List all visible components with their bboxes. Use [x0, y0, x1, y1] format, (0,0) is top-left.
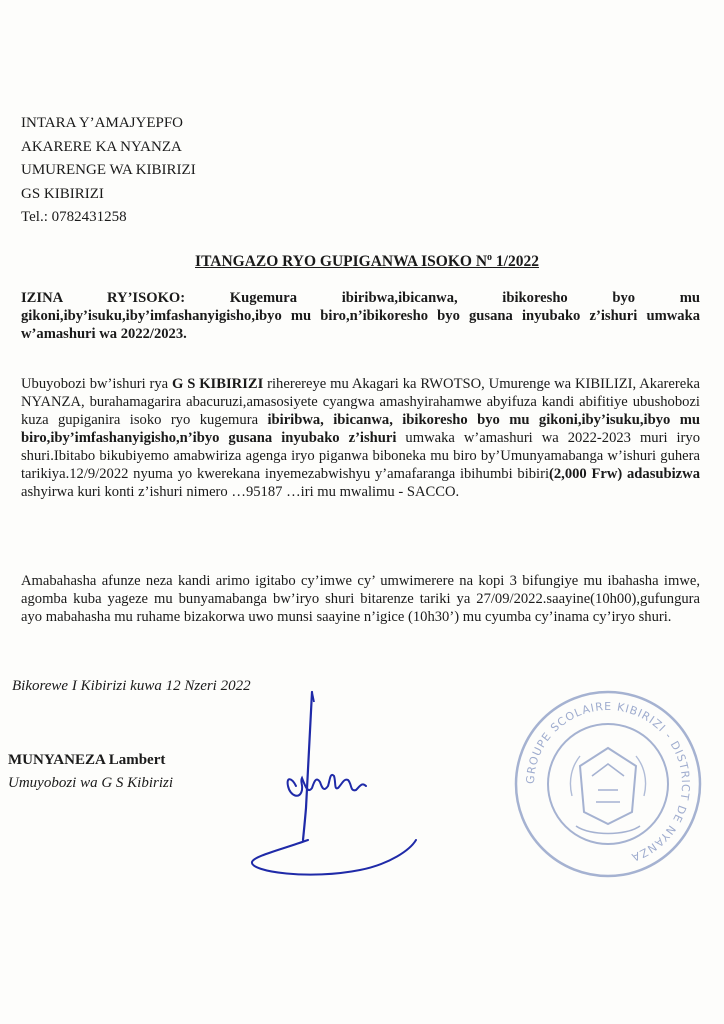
title-superscript: o — [487, 252, 493, 263]
notice-title — [0, 252, 724, 271]
tender-name-paragraph: IZINA RY’ISOKO: Kugemura ibiribwa,ibicanwa, ibikoresho byo mu gikoni,iby’isuku,iby’imfashanyigisho,ibyo mu biro,n’ibikoresho byo gusana inyubako z’ishuri umwaka w’amashuri wa 2022/2023. — [21, 290, 700, 342]
school-seal-stamp — [510, 686, 706, 882]
text-run: ashyirwa kuri konti z’ishuri nimero …95187 …iri mu mwalimu - SACCO. — [21, 484, 460, 500]
seal-text: GROUPE SCOLAIRE KIBIRIZI - DISTRICT DE NYANZA — [523, 699, 693, 865]
phone-line: Tel.: 0782431258 — [21, 209, 127, 225]
signatory-name: MUNYANEZA Lambert — [8, 752, 166, 768]
fee-amount: (2,000 Frw) — [549, 466, 623, 482]
date-line: Bikorewe I Kibirizi kuwa 12 Nzeri 2022 — [12, 678, 251, 694]
non-refundable-text: adasubizwa — [627, 466, 700, 482]
text-run: Ubuyobozi bw’ishuri rya — [21, 376, 173, 392]
signatory-role: Umuyobozi wa G S Kibirizi — [8, 775, 174, 791]
submission-paragraph: Amabahasha afunze neza kandi arimo igitabo cy’imwe cy’ umwimerere na kopi 3 bifungiye mu ibahasha imwe, agomba kuba yageze mu bunyamabanga bw’iryo shuri bitarenze tariki ya 27/09/2022.saayine(10h00),gufungura ayo mabahasha mu ruhame bizakorwa uwo munsi saayine n’igice (10h30’) mu cyumba cy’inama cy’iryo shuri. — [21, 573, 700, 625]
tender-items: ibiribwa, ibicanwa, ibikoresho byo mu gikoni,iby’isuku,ibyo mu biro,iby’imfashanyigisho,n’ibyo gusana inyubako z’ishuri — [21, 412, 700, 446]
signature-image — [250, 690, 420, 890]
province-line: INTARA Y’AMAJYEPFO — [21, 115, 184, 131]
invitation-paragraph — [21, 375, 700, 501]
district-line: AKARERE KA NYANZA — [21, 138, 182, 155]
sector-line: UMURENGE WA KIBIRIZI — [21, 162, 196, 178]
text-run: riherereye mu Akagari ka RWOTSO, Umurenge wa KIBILIZI, Akarereka NYANZA, burahamagarira abacuruzi,amasosiyete cyangwa amashyirahamwe abyifuza kandi abifitiye ubushobozi kuza gupiganira isoko ryo kugemura — [21, 376, 701, 428]
school-name: G S KIBIRIZI — [172, 376, 264, 392]
title-text: ITANGAZO RYO GUPIGANWA ISOKO N — [195, 253, 488, 271]
text-run: umwaka w’amashuri wa 2022-2023 muri iryo shuri.Ibitabo bikubiyemo amabwiriza agenga iryo piganwa biboneka mu biro by’Umunyamabanga w’ishuri guhera tarikiya.12/9/2022 nyuma yo kwerekana inyemezabwishyu y’amafaranga ibihumbi bibiri — [21, 430, 701, 482]
letterhead — [21, 112, 196, 230]
title-number: 1/2022 — [492, 253, 539, 271]
school-line: GS KIBIRIZI — [21, 185, 104, 202]
